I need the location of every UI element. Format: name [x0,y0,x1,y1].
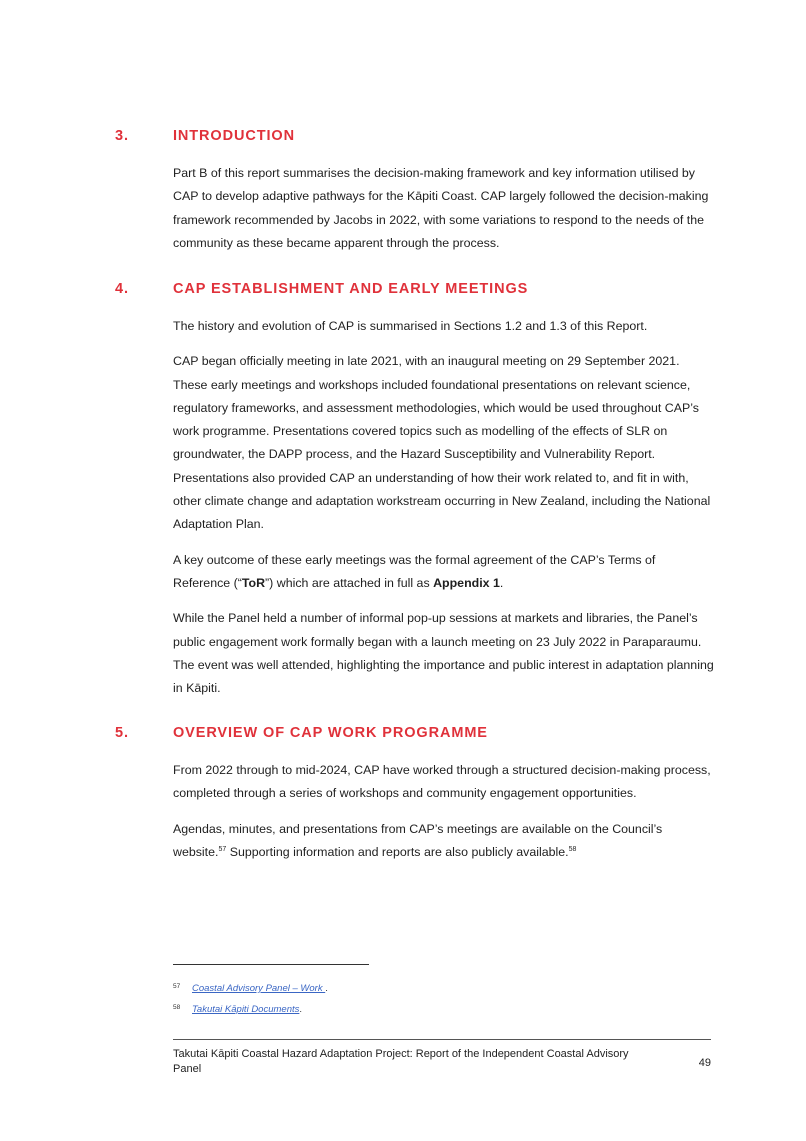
footnote-divider [173,964,369,965]
paragraph-terms-of-reference [173,549,715,596]
section-title: INTRODUCTION [173,128,295,144]
footer-title: Takutai Kāpiti Coastal Hazard Adaptation Project: Report of the Independent Coastal Advisory Panel [173,1048,629,1075]
text-run: Supporting information and reports are also publicly available. [226,844,569,859]
text-run: A key outcome of these early meetings was the formal agreement of the CAP’s Terms of Reference (“ [173,552,656,590]
page-number: 49 [698,1057,711,1069]
text-run: Agendas, minutes, and presentations from CAP’s meetings are available on the Council’s website. [173,821,663,859]
paragraph: The history and evolution of CAP is summarised in Sections 1.2 and 1.3 of this Report. [173,319,648,333]
section-heading [115,725,715,745]
section-number: 3. [115,128,129,144]
paragraph-with-footnotes [173,818,715,865]
paragraph: From 2022 through to mid-2024, CAP have worked through a structured decision-making process, completed through a series of workshops and community engagement opportunities. [173,763,711,801]
section-work-programme [115,725,715,864]
footnote-suffix: . [299,1004,303,1015]
section-heading [115,281,715,301]
tor-abbreviation: ToR [241,575,266,590]
section-number: 4. [115,281,129,297]
footer-divider [173,1039,711,1040]
footnote-marker[interactable]: 58 [568,845,577,853]
paragraph: While the Panel held a number of informal pop-up sessions at markets and libraries, the Panel’s public engagement work formally began with a launch meeting on 23 July 2022 in Paraparaumu. The event was well attended, highlighting the importance and public interest in adaptation planning in Kāpiti. [173,611,714,696]
footnote-link[interactable]: Coastal Advisory Panel – Work [192,983,326,994]
section-title: OVERVIEW OF CAP WORK PROGRAMME [173,725,488,741]
footnote-58 [173,1004,302,1015]
section-title: CAP ESTABLISHMENT AND EARLY MEETINGS [173,281,529,297]
paragraph: CAP began officially meeting in late 2021, with an inaugural meeting on 29 September 2021. These early meetings and workshops included foundational presentations on relevant science, regulatory frameworks, and assessment methodologies, which would be used throughout CAP’s work programme. Presentations covered topics such as modelling of the effects of SLR on groundwater, the DAPP process, and the Hazard Susceptibility and Vulnerability Report. Presentations also provided CAP an understanding of how their work related to, and fit in with, other climate change and adaptation workstream occurring in New Zealand, including the National Adaptation Plan. [173,354,711,532]
footnote-suffix: . [325,983,328,994]
section-introduction [115,128,715,255]
footnote-number: 57 [173,983,181,990]
footnote-link[interactable]: Takutai Kāpiti Documents [192,1004,300,1015]
paragraph: Part B of this report summarises the decision-making framework and key information utilised by CAP to develop adaptive pathways for the Kāpiti Coast. CAP largely followed the decision-making framework recommended by Jacobs in 2022, with some variations to respond to the needs of the community as these became apparent through the process. [173,166,709,250]
text-run: . [499,575,504,590]
footnote-57 [173,983,328,994]
section-cap-establishment [115,281,715,700]
section-number: 5. [115,725,129,741]
appendix-reference: Appendix 1 [433,575,500,590]
text-run: ”) which are attached in full as [265,575,434,590]
section-heading [115,128,715,148]
footnote-number: 58 [173,1004,181,1011]
footnote-marker[interactable]: 57 [218,845,227,853]
